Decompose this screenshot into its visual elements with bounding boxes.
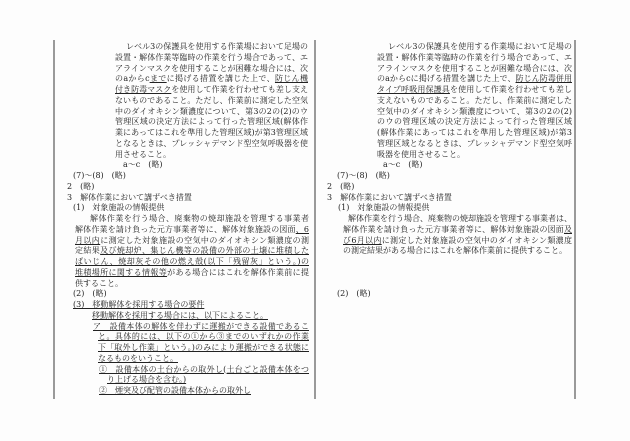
text-line [115, 127, 308, 138]
text-segment: のウの管理区域の決定方法によって行った管理区域 [377, 117, 572, 127]
text-segment: (2) (略) [73, 289, 107, 299]
text-line [377, 63, 572, 74]
underlined-revision-text: び6月以内 [343, 235, 382, 245]
text-line [377, 52, 572, 63]
text-line [115, 116, 308, 127]
underlined-revision-text: ア 設備本体の解体を伴わずに運搬ができる設備であるこ [93, 321, 309, 331]
table-border-left [53, 40, 55, 399]
text-segment: 吸器を使用させること。 [377, 149, 465, 159]
underlined-revision-text: まで [149, 74, 167, 84]
text-segment: を使用して作業を行わせても差し [449, 85, 572, 94]
table-border-middle [314, 40, 316, 399]
text-line [343, 235, 572, 246]
text-line [377, 95, 572, 106]
text-segment: がある場合にはこれを解体作業前に提 [167, 267, 309, 277]
text-segment: 解体作業を請け負った元方事業者等に、解体対象施設の図面 [343, 224, 564, 234]
text-segment: に掲げる措置を講じた上で、 [166, 74, 275, 84]
text-line [377, 73, 572, 84]
text-line [126, 41, 308, 52]
text-segment: レベル3の保護具を使用する作業場において足場の [388, 42, 572, 51]
underlined-revision-text: 月以内 [75, 235, 101, 245]
text-segment: a～c (略) [383, 160, 423, 170]
text-segment: 3 解体作業において講ずべき措置 [327, 192, 452, 202]
text-line [98, 342, 309, 353]
underlined-revision-text: ① 設備本体の土台からの取外し(土台ごと設備本体をつ [99, 364, 309, 374]
text-line [73, 288, 107, 299]
text-line [99, 364, 309, 375]
underlined-revision-text: 及 [564, 224, 572, 234]
underlined-revision-text: なるものをいうこと。 [98, 353, 178, 363]
text-line [115, 52, 308, 63]
text-segment: 用させること。 [115, 149, 171, 159]
text-segment: のaからcに掲げる措置を講じた上で、 [377, 74, 516, 84]
text-line [383, 159, 423, 170]
text-segment: 解体作業を行う場合、廃棄物の焼却施設を管理する事業者 [90, 214, 309, 223]
text-line [99, 385, 251, 396]
text-segment: (1) 対象施設の情報提供 [338, 203, 430, 213]
text-line [107, 374, 186, 385]
underlined-revision-text: 付き防毒マスク [115, 85, 172, 94]
text-segment: 定結果 [75, 246, 101, 256]
text-segment: 支えないものであること。ただし、作業前に測定した [377, 95, 572, 105]
text-segment: 中のダイオキシン類濃度について、第3の2の(2)のウ [115, 106, 308, 116]
text-segment: 設置・解体作業等臨時の作業を行う場合であって、エ [377, 52, 572, 62]
text-segment: を使用して作業を行わせても差し支え [171, 85, 308, 94]
text-line [75, 235, 309, 246]
underlined-revision-text: ② 煙突及び配管の設備本体からの取外し [99, 386, 251, 395]
underlined-revision-text: り上げる場合を含む。) [107, 375, 187, 385]
text-line [343, 245, 567, 256]
text-segment: 3 解体作業において講ずべき措置 [67, 192, 192, 202]
text-line [377, 127, 572, 138]
text-line [337, 288, 371, 299]
text-line [92, 310, 268, 321]
text-line [75, 245, 309, 256]
underlined-revision-text: と。具体的には、以下の①から③までのいずれかの作業 [98, 332, 309, 342]
text-segment: 管理区域の決定方法によって行った管理区域(解体作 [115, 117, 308, 127]
text-line [338, 202, 429, 213]
text-line [377, 84, 572, 95]
text-segment: 解体作業を行う場合、廃棄物の焼却施設を管理する事業者は、 [348, 214, 572, 223]
text-line [115, 95, 308, 106]
text-line [327, 181, 354, 192]
text-line [115, 84, 308, 95]
text-line [115, 73, 308, 84]
text-segment: 設置・解体作業等臨時の作業を行う場合であって、エ [115, 52, 308, 62]
text-segment: 空気中のダイオキシン類濃度について、第3の2の(2) [377, 106, 572, 116]
text-segment: アラインマスクを使用することが困難な場合には、次 [115, 63, 308, 73]
text-segment: 業にあってはこれを準用した管理区域)が第3管理区域 [115, 128, 308, 137]
text-line [343, 224, 572, 235]
text-segment: (7)～(8) (略) [337, 171, 390, 180]
text-line [93, 321, 309, 332]
text-line [75, 278, 123, 289]
underlined-revision-text: 及び焼却炉、集じん機等の設備の外部の土壌に堆積した [100, 246, 309, 256]
text-line [90, 213, 309, 224]
text-line [75, 224, 309, 235]
text-segment: 2 (略) [67, 181, 95, 191]
text-segment: に測定した対象施設の空気中のダイオキシン類濃度の測 [100, 235, 309, 245]
underlined-revision-text: 防じん防毒併用 [515, 74, 572, 84]
text-line [377, 138, 572, 149]
underlined-revision-text: (3) 移動解体を採用する場合の要件 [73, 300, 205, 309]
text-line [377, 116, 572, 127]
text-segment: a～c (略) [123, 160, 163, 170]
text-line [377, 106, 572, 117]
text-line [67, 192, 192, 203]
text-segment: ないものであること。ただし、作業前に測定した空気 [115, 95, 308, 105]
text-line [377, 149, 465, 160]
underlined-revision-text: 移動解体を採用する場合には、以下によること。 [92, 310, 268, 320]
text-segment: 管理区域となるときは、プレッシャデマンド型空気呼 [377, 138, 572, 148]
text-segment: (7)～(8) (略) [73, 171, 126, 180]
text-line [75, 256, 309, 267]
text-line [115, 149, 171, 160]
text-line [388, 41, 572, 52]
table-border-right [574, 40, 576, 399]
underlined-revision-text: ばいじん、焼却灰その他の燃え殻(以下「残留灰」という。)の [75, 257, 309, 266]
text-line [123, 159, 163, 170]
underlined-revision-text: 、6 [295, 224, 309, 234]
text-line [348, 213, 572, 224]
text-line [115, 138, 308, 149]
text-line [75, 267, 309, 278]
text-segment: (解体作業にあってはこれを準用した管理区域)が第3 [377, 128, 572, 137]
text-segment: 2 (略) [327, 181, 355, 191]
text-line [98, 331, 309, 342]
text-line [115, 106, 308, 117]
text-line [73, 299, 204, 310]
text-segment: 解体作業を請け負った元方事業者等に、解体対象施設の図面 [75, 224, 296, 234]
text-segment: レベル3の保護具を使用する作業場において足場の [126, 42, 308, 51]
text-line [73, 202, 164, 213]
text-line [115, 63, 308, 74]
text-line [337, 170, 390, 181]
underlined-revision-text: 堆積場所に関する情報等 [75, 267, 168, 277]
text-segment: のaからc [115, 74, 150, 84]
underlined-revision-text: タイプ呼吸用保護具 [377, 85, 450, 94]
text-segment: に測定した対象施設の空気中のダイオキシン類濃度 [381, 235, 572, 245]
underlined-revision-text: 下「取外し作業」という。)のみにより運搬ができる状態に [98, 343, 309, 352]
text-segment: となるときは、プレッシャデマンド型空気呼吸器を使 [115, 138, 308, 148]
underlined-revision-text: 防じん機 [274, 74, 308, 84]
text-line [327, 192, 452, 203]
text-segment: (2) (略) [337, 289, 371, 299]
text-line [98, 353, 178, 364]
text-line [67, 181, 94, 192]
text-segment: の測定結果がある場合にはこれを解体作業前に提供すること。 [343, 246, 567, 256]
text-line [73, 170, 126, 181]
text-segment: (1) 対象施設の情報提供 [73, 203, 165, 213]
text-segment: 供すること。 [75, 278, 123, 288]
text-segment: アラインマスクを使用することが困難な場合には、次 [377, 63, 572, 73]
